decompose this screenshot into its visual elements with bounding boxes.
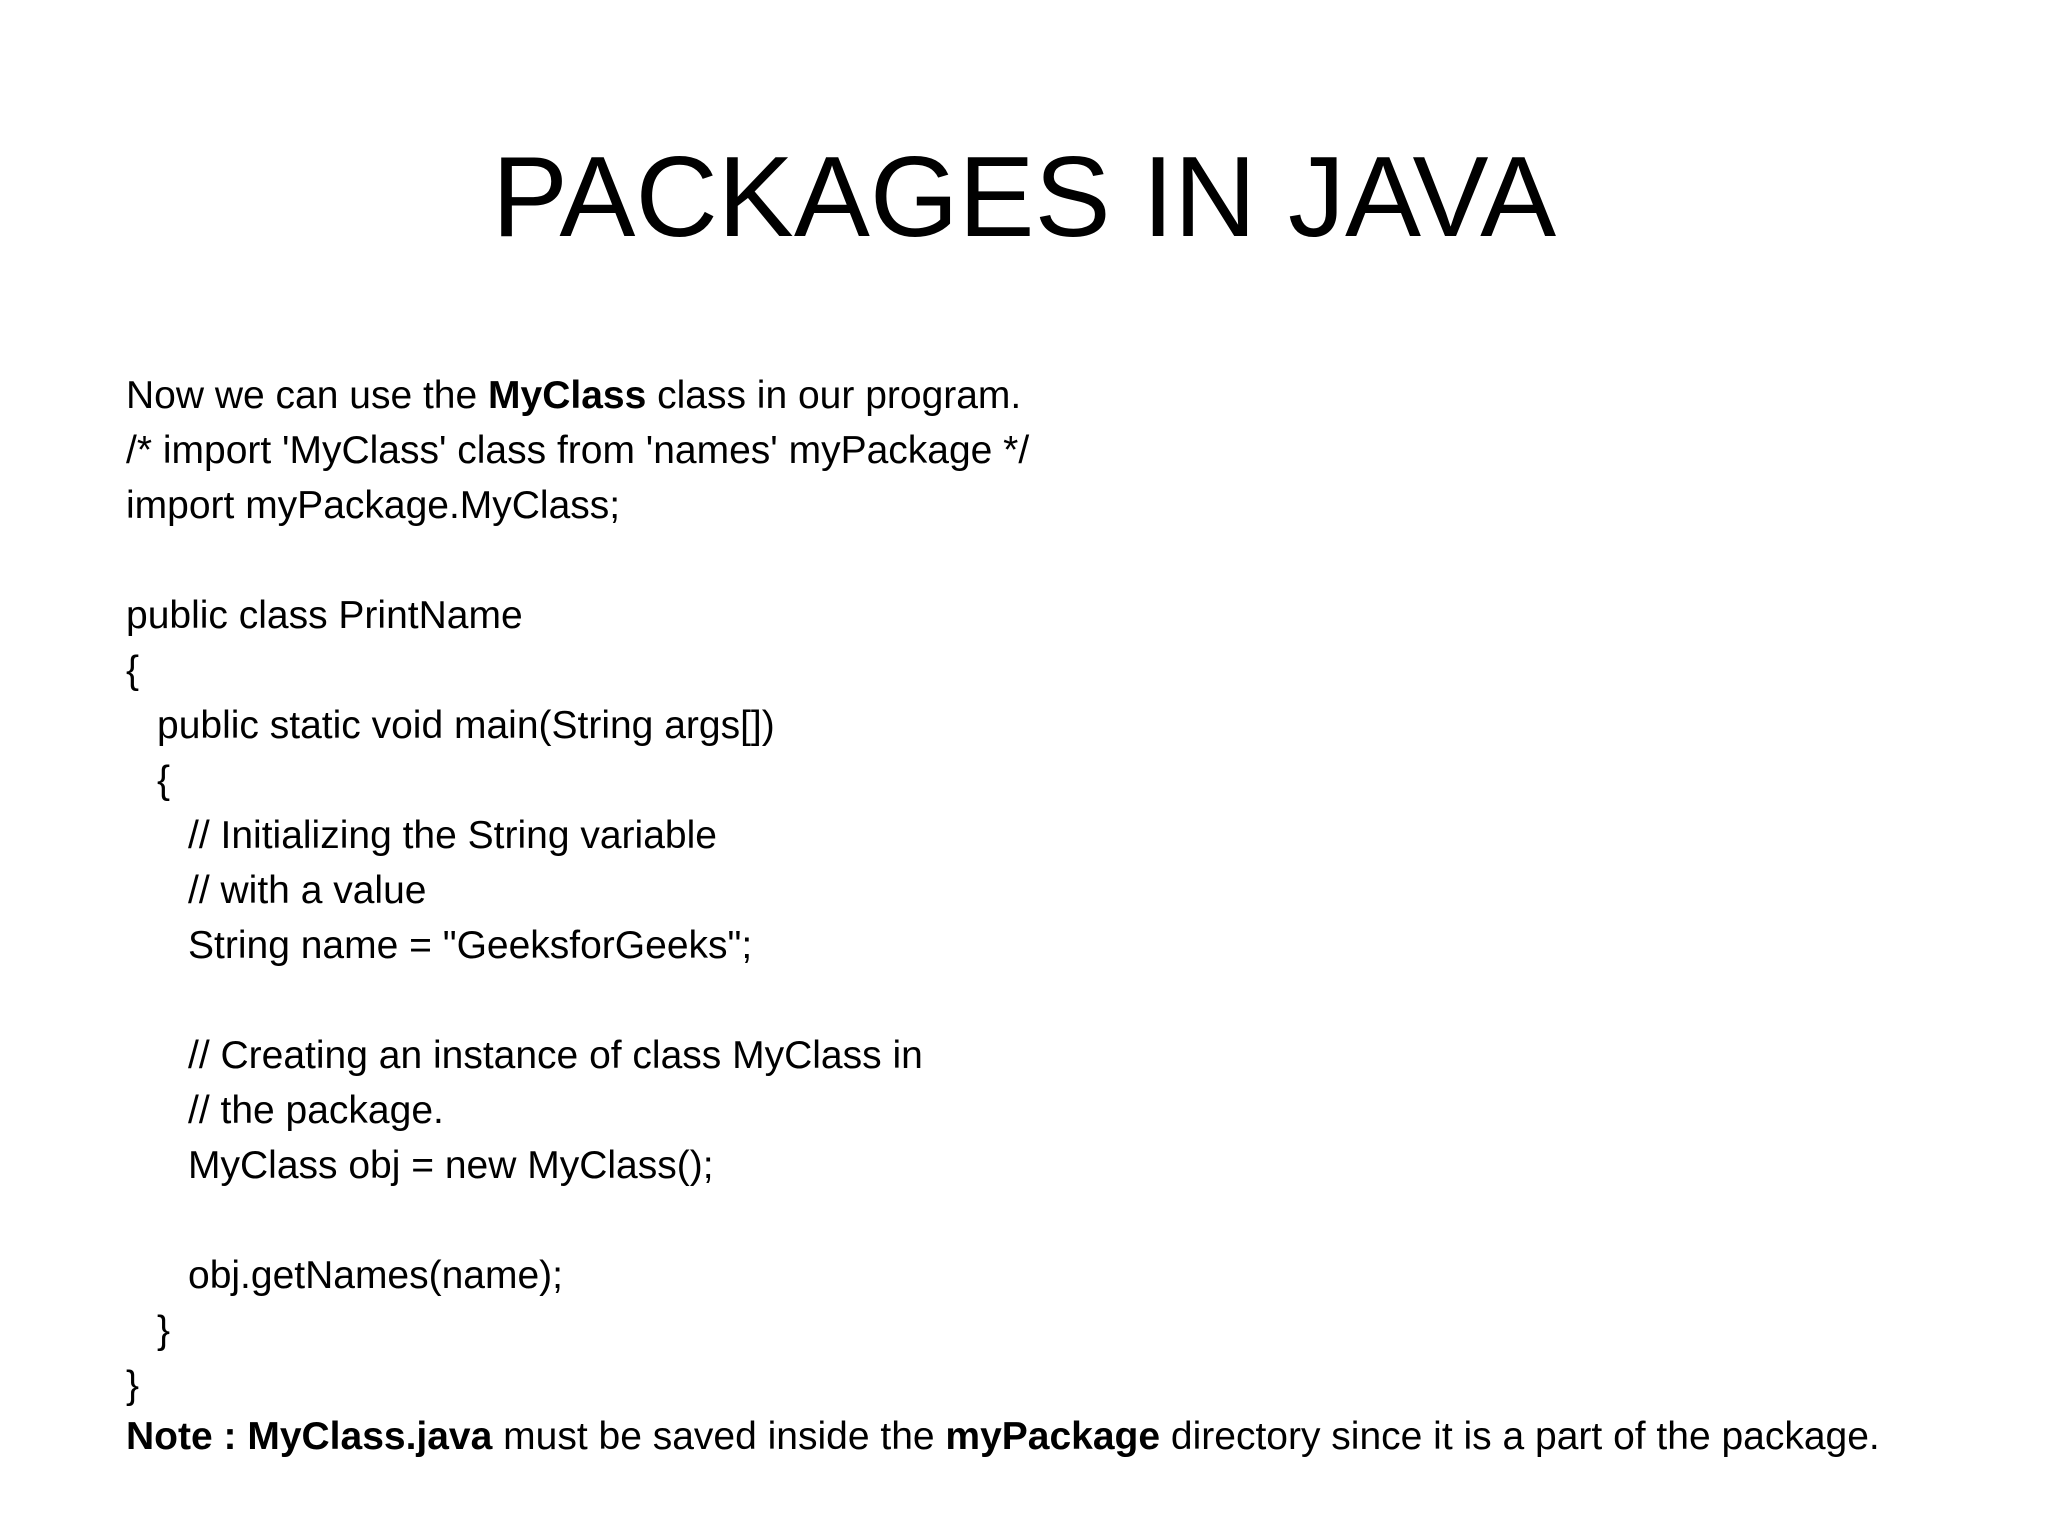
code-line-method-call: obj.getNames(name); [188,1254,563,1297]
code-blank-line [126,533,1946,588]
code-line-class-decl: public class PrintName [126,594,523,637]
intro-classname: MyClass [488,374,647,417]
code-line-comment-instance: // Creating an instance of class MyClass in [188,1034,923,1077]
code-blank-line [126,973,1946,1028]
code-line-import: import myPackage.MyClass; [126,484,621,527]
code-line-string-assign: String name = "GeeksforGeeks"; [188,924,753,967]
note-end: directory since it is a part of the package. [1160,1415,1880,1458]
intro-pre: Now we can use the [126,374,489,417]
code-line-class-close: } [126,1364,140,1407]
code-line-new-instance: MyClass obj = new MyClass(); [188,1144,714,1187]
code-line-comment-value: // with a value [188,869,427,912]
note-paragraph [126,1415,1886,1459]
code-blank-line [126,1193,1946,1248]
code-line-main-open: { [157,759,171,802]
note-label: Note : [126,1415,248,1458]
code-line-main-decl: public static void main(String args[]) [157,704,775,747]
slide-title: PACKAGES IN JAVA [491,134,1557,261]
code-line-class-open: { [126,649,140,692]
code-line-main-close: } [157,1309,171,1352]
intro-line [126,368,1946,423]
code-line-comment-init: // Initializing the String variable [188,814,717,857]
code-line-comment-package: // the package. [188,1089,444,1132]
slide-body [126,368,1946,1459]
note-mid: must be saved inside the [492,1415,946,1458]
note-filename: MyClass.java [247,1415,493,1458]
note-directory: myPackage [945,1415,1161,1458]
code-line-comment-import: /* import 'MyClass' class from 'names' myPackage */ [126,429,1030,472]
intro-post: class in our program. [646,374,1022,417]
